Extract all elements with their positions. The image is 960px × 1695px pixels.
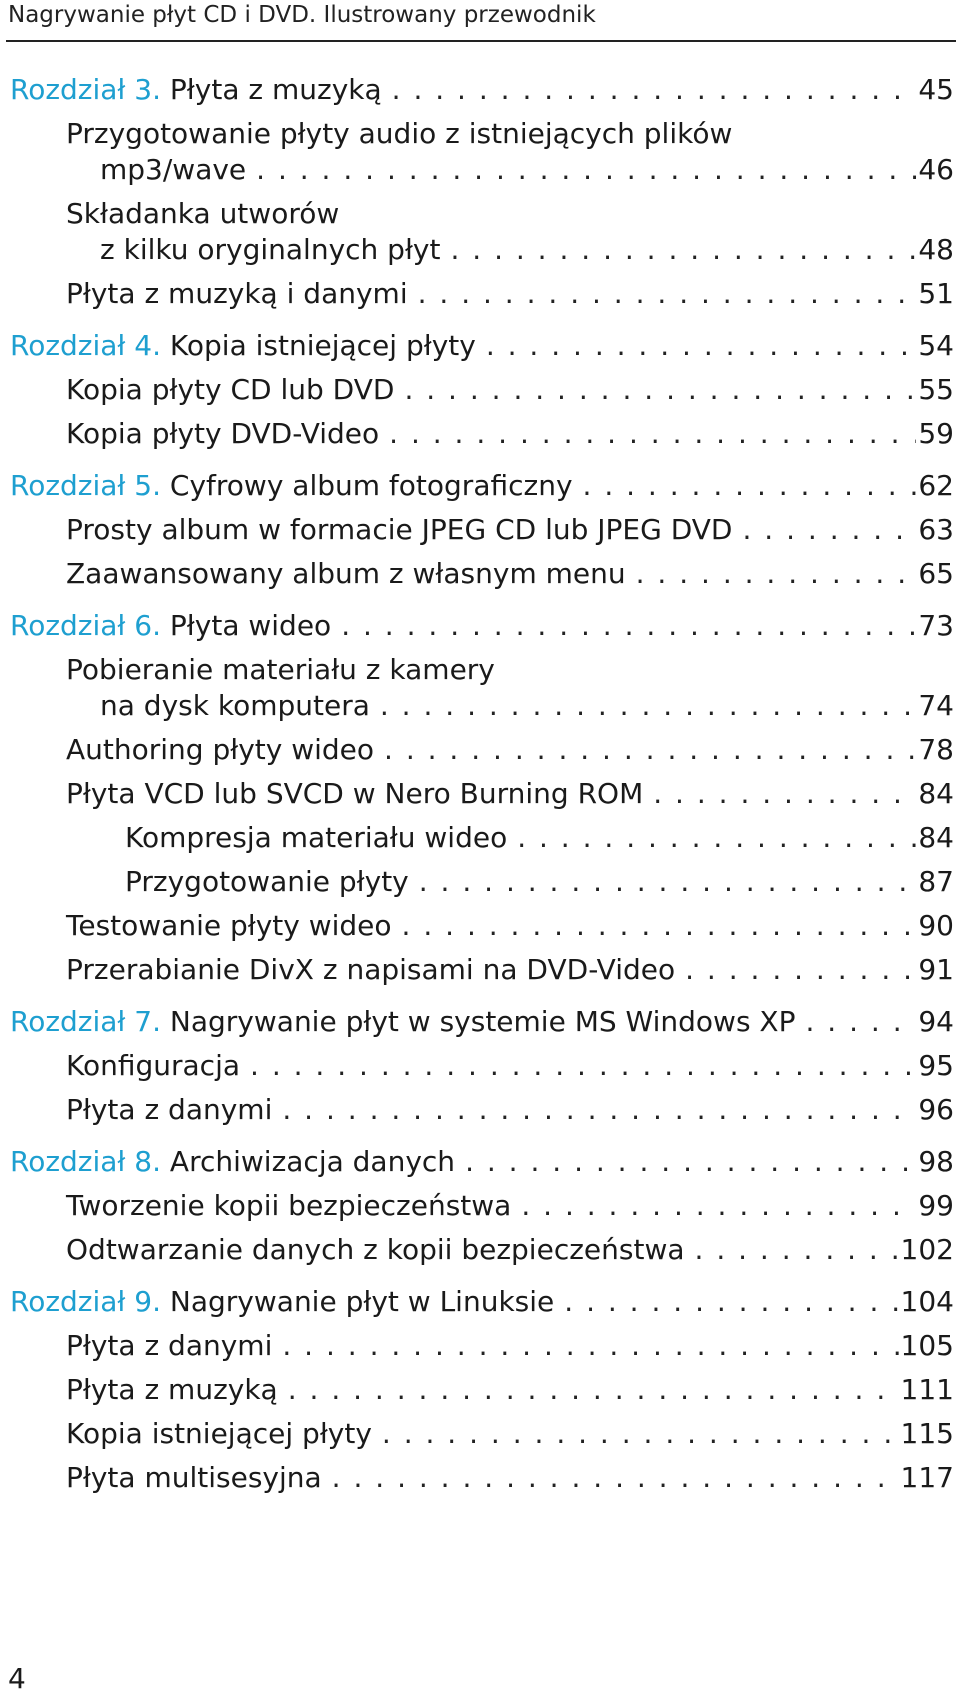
leader-dots xyxy=(332,1460,899,1496)
entry-text: Zaawansowany album z własnym menu xyxy=(66,557,626,590)
leader-dots xyxy=(517,820,916,856)
chapter-heading[interactable] xyxy=(10,1284,954,1320)
chapter-page-number: 73 xyxy=(918,609,954,642)
toc-chapter xyxy=(10,468,954,592)
entry-page-number: 59 xyxy=(918,417,954,450)
entry-text: Odtwarzanie danych z kopii bezpieczeństwa xyxy=(66,1233,685,1266)
chapter-label: Rozdział 5. xyxy=(10,469,162,502)
entry-text: Płyta z danymi xyxy=(66,1093,273,1126)
toc-entry[interactable] xyxy=(66,416,954,452)
leader-dots xyxy=(418,276,917,312)
entry-text: Płyta multisesyjna xyxy=(66,1461,322,1494)
chapter-heading-text xyxy=(10,328,486,364)
chapter-heading[interactable] xyxy=(10,1144,954,1180)
chapter-label: Rozdział 6. xyxy=(10,609,162,642)
toc-entry[interactable] xyxy=(66,1092,954,1128)
toc-chapter xyxy=(10,1004,954,1128)
leader-dots xyxy=(450,232,916,268)
entry-text: Kompresja materiału wideo xyxy=(125,821,508,854)
leader-dots xyxy=(636,556,917,592)
entry-text: Tworzenie kopii bezpieczeństwa xyxy=(66,1189,512,1222)
toc-entry[interactable] xyxy=(66,1372,954,1408)
toc-entry[interactable] xyxy=(66,776,954,812)
chapter-heading-text xyxy=(10,1004,806,1040)
entry-text-line2: mp3/wave xyxy=(100,153,247,186)
chapter-heading[interactable] xyxy=(10,468,954,504)
entry-page-number: 117 xyxy=(900,1461,954,1494)
leader-dots xyxy=(382,1416,899,1452)
entry-page-number: 55 xyxy=(918,373,954,406)
page-number: 4 xyxy=(8,1662,26,1695)
chapter-heading-text xyxy=(10,1284,564,1320)
chapter-heading[interactable] xyxy=(10,608,954,644)
entry-text: Płyta z danymi xyxy=(66,1329,273,1362)
leader-dots xyxy=(564,1284,898,1320)
entry-text: Kopia płyty DVD-Video xyxy=(66,417,380,450)
leader-dots xyxy=(695,1232,899,1268)
entry-page-number: 84 xyxy=(918,777,954,810)
chapter-title: Cyfrowy album fotograficzny xyxy=(169,469,573,502)
entry-text: Kopia istniejącej płyty xyxy=(66,1417,372,1450)
leader-dots xyxy=(402,908,917,944)
leader-dots xyxy=(384,732,916,768)
chapter-title: Archiwizacja danych xyxy=(169,1145,456,1178)
chapter-label: Rozdział 9. xyxy=(10,1285,162,1318)
toc-entry[interactable] xyxy=(66,276,954,312)
leader-dots xyxy=(404,372,916,408)
toc-chapter xyxy=(10,1284,954,1496)
entry-text: Kopia płyty CD lub DVD xyxy=(66,373,395,406)
entry-text-line1: Pobieranie materiału z kamery xyxy=(66,653,495,686)
entry-text: Przerabianie DivX z napisami na DVD-Video xyxy=(66,953,676,986)
entry-continuation xyxy=(100,232,954,268)
toc-chapter xyxy=(10,328,954,452)
chapter-title: Kopia istniejącej płyty xyxy=(169,329,476,362)
chapter-title: Płyta wideo xyxy=(169,609,332,642)
entry-continuation xyxy=(100,152,954,188)
page-header xyxy=(6,0,956,42)
chapter-heading[interactable] xyxy=(10,328,954,364)
table-of-contents xyxy=(10,72,954,1512)
toc-entry[interactable] xyxy=(66,732,954,768)
chapter-title: Nagrywanie płyt w Linuksie xyxy=(169,1285,555,1318)
chapter-page-number: 45 xyxy=(918,73,954,106)
entry-text-line2: z kilku oryginalnych płyt xyxy=(100,233,441,266)
toc-entry[interactable] xyxy=(66,1328,954,1364)
entry-text: Płyta z muzyką i danymi xyxy=(66,277,408,310)
leader-dots xyxy=(465,1144,916,1180)
entry-text: Płyta z muzyką xyxy=(66,1373,278,1406)
leader-dots xyxy=(743,512,917,548)
chapter-title: Płyta z muzyką xyxy=(169,73,382,106)
entry-page-number: 78 xyxy=(918,733,954,766)
entry-page-number: 111 xyxy=(900,1373,954,1406)
entry-page-number: 96 xyxy=(918,1093,954,1126)
toc-entry-multiline[interactable] xyxy=(66,652,954,724)
toc-entry[interactable] xyxy=(66,952,954,988)
entry-page-number: 99 xyxy=(918,1189,954,1222)
chapter-page-number: 98 xyxy=(918,1145,954,1178)
leader-dots xyxy=(282,1092,916,1128)
toc-entry[interactable] xyxy=(66,556,954,592)
chapter-page-number: 54 xyxy=(918,329,954,362)
leader-dots xyxy=(419,864,917,900)
leader-dots xyxy=(653,776,916,812)
chapter-title: Nagrywanie płyt w systemie MS Windows XP xyxy=(169,1005,796,1038)
entry-page-number: 63 xyxy=(918,513,954,546)
entry-text: Przygotowanie płyty xyxy=(125,865,409,898)
entry-page-number: 84 xyxy=(918,821,954,854)
chapter-heading[interactable] xyxy=(10,1004,954,1040)
toc-entry[interactable] xyxy=(66,512,954,548)
entry-text: Authoring płyty wideo xyxy=(66,733,375,766)
leader-dots xyxy=(380,688,916,724)
toc-chapter xyxy=(10,608,954,988)
leader-dots xyxy=(250,1048,916,1084)
leader-dots xyxy=(256,152,916,188)
entry-page-number: 91 xyxy=(918,953,954,986)
chapter-page-number: 94 xyxy=(918,1005,954,1038)
chapter-label: Rozdział 8. xyxy=(10,1145,162,1178)
entry-page-number: 74 xyxy=(918,689,954,722)
chapter-page-number: 104 xyxy=(900,1285,954,1318)
chapter-label: Rozdział 7. xyxy=(10,1005,162,1038)
leader-dots xyxy=(389,416,916,452)
toc-entry-multiline[interactable] xyxy=(66,196,954,268)
entry-page-number: 51 xyxy=(918,277,954,310)
entry-page-number: 87 xyxy=(918,865,954,898)
entry-page-number: 115 xyxy=(900,1417,954,1450)
leader-dots xyxy=(806,1004,917,1040)
leader-dots xyxy=(392,72,917,108)
chapter-heading-text xyxy=(10,468,583,504)
leader-dots xyxy=(486,328,917,364)
chapter-heading-text xyxy=(10,608,341,644)
entry-page-number: 90 xyxy=(918,909,954,942)
chapter-page-number: 62 xyxy=(918,469,954,502)
toc-entry[interactable] xyxy=(66,1188,954,1224)
toc-entry-multiline[interactable] xyxy=(66,116,954,188)
leader-dots xyxy=(521,1188,916,1224)
entry-page-number: 46 xyxy=(918,153,954,186)
entry-text: Konfiguracja xyxy=(66,1049,241,1082)
toc-entry[interactable] xyxy=(66,372,954,408)
chapter-heading-text xyxy=(10,1144,465,1180)
entry-text-line2: na dysk komputera xyxy=(100,689,370,722)
entry-text: Prosty album w formacie JPEG CD lub JPEG DVD xyxy=(66,513,733,546)
chapter-heading[interactable] xyxy=(10,72,954,108)
toc-entry[interactable] xyxy=(66,1460,954,1496)
entry-page-number: 102 xyxy=(900,1233,954,1266)
leader-dots xyxy=(583,468,917,504)
toc-entry[interactable] xyxy=(66,1232,954,1268)
chapter-heading-text xyxy=(10,72,392,108)
toc-entry[interactable] xyxy=(66,908,954,944)
entry-continuation xyxy=(100,688,954,724)
chapter-label: Rozdział 3. xyxy=(10,73,162,106)
book-title: Nagrywanie płyt CD i DVD. Ilustrowany przewodnik xyxy=(8,2,596,28)
toc-chapter xyxy=(10,72,954,312)
toc-subentry[interactable] xyxy=(125,864,954,900)
toc-chapter xyxy=(10,1144,954,1268)
entry-page-number: 95 xyxy=(918,1049,954,1082)
toc-subentry[interactable] xyxy=(125,820,954,856)
entry-text: Płyta VCD lub SVCD w Nero Burning ROM xyxy=(66,777,644,810)
toc-entry[interactable] xyxy=(66,1416,954,1452)
toc-entry[interactable] xyxy=(66,1048,954,1084)
entry-page-number: 48 xyxy=(918,233,954,266)
leader-dots xyxy=(685,952,916,988)
entry-text: Testowanie płyty wideo xyxy=(66,909,392,942)
entry-page-number: 65 xyxy=(918,557,954,590)
leader-dots xyxy=(282,1328,898,1364)
entry-text-line1: Składanka utworów xyxy=(66,197,340,230)
leader-dots xyxy=(341,608,916,644)
leader-dots xyxy=(288,1372,899,1408)
entry-page-number: 105 xyxy=(900,1329,954,1362)
entry-text-line1: Przygotowanie płyty audio z istniejących plików xyxy=(66,117,733,150)
chapter-label: Rozdział 4. xyxy=(10,329,162,362)
